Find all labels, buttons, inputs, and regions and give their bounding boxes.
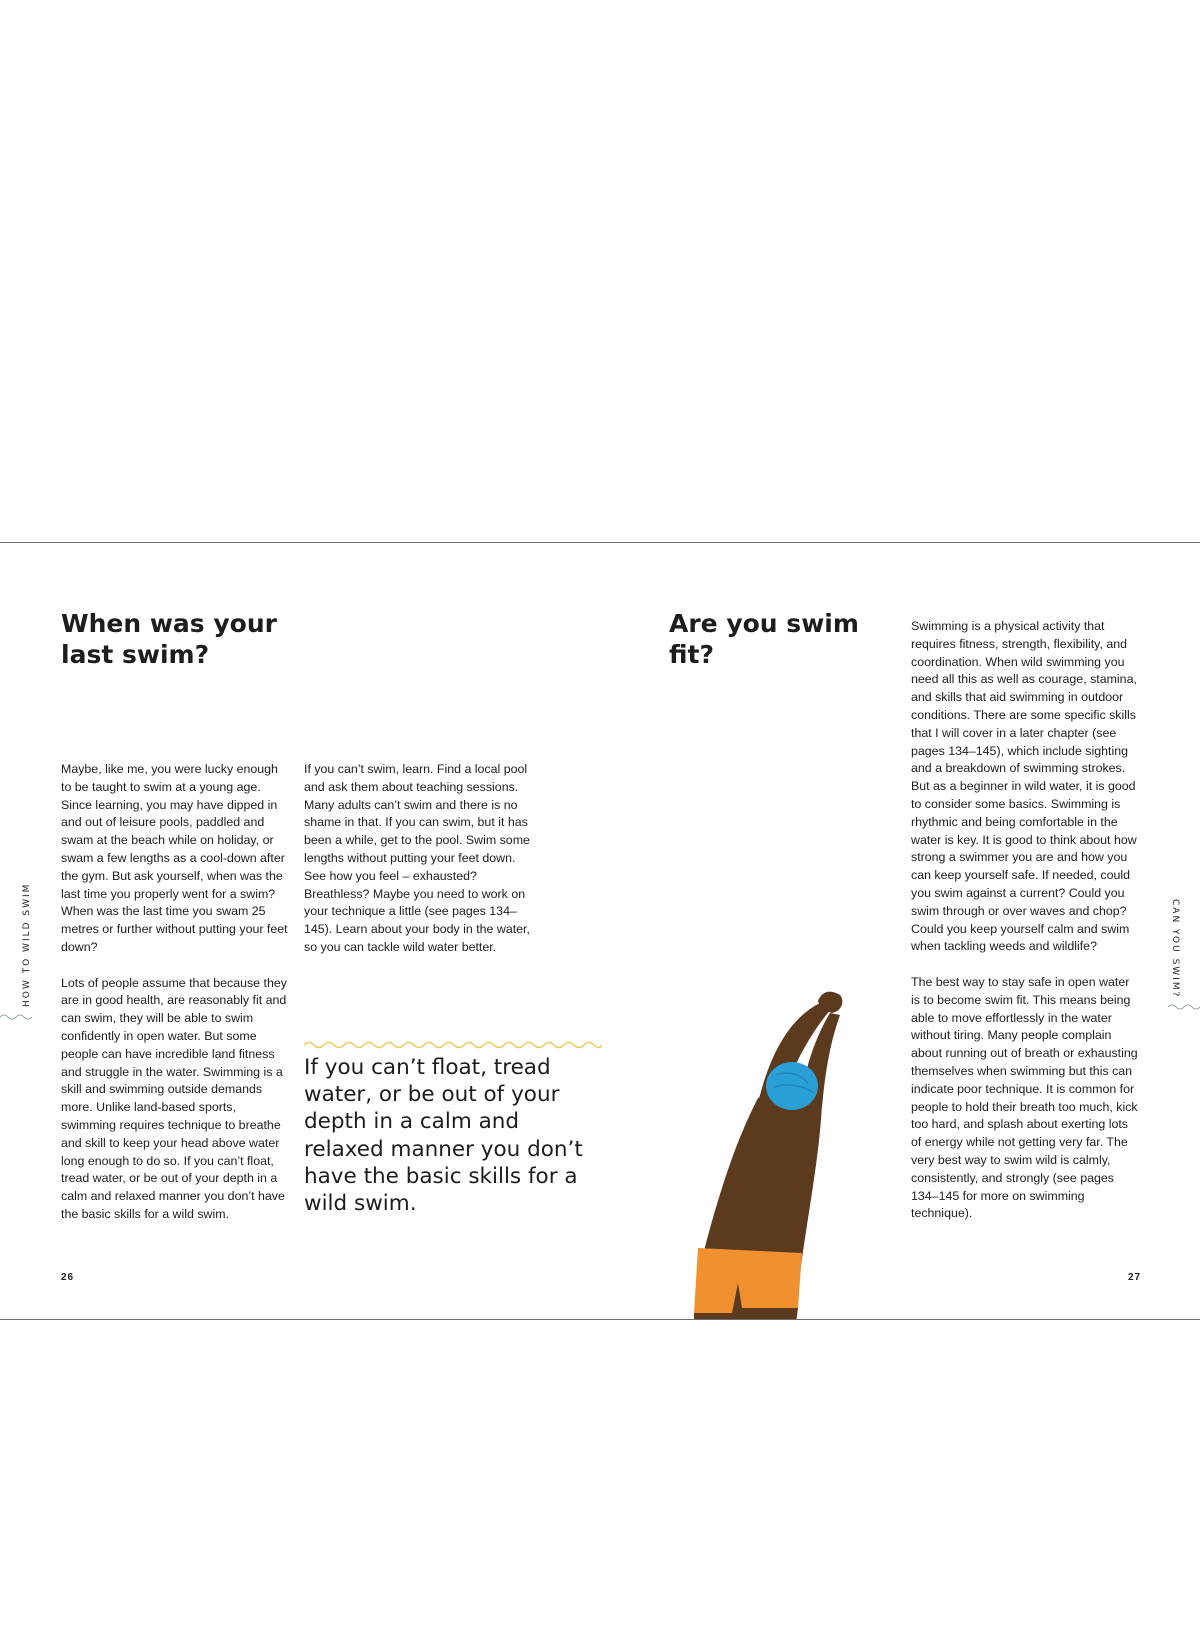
swimmer-stretching-icon: [680, 983, 870, 1320]
right-page-heading: Are you swim fit?: [669, 609, 859, 669]
paragraph: Maybe, like me, you were lucky enough to be taught to swim at a young age. Since learning, you may have dipped in and out of leisure pools, paddled and swam at the beach while on holiday, or swam a few lengths as a cool-down after the gym. But ask yourself, when was the last time you properly went for a swim? When was the last time you swam 25 metres or further without putting your feet down?: [61, 762, 288, 954]
wave-divider-icon: [304, 1040, 602, 1050]
middle-column-text: [304, 761, 534, 975]
running-head-left: HOW TO WILD SWIM: [22, 882, 32, 1007]
page-number-left: 26: [61, 1272, 75, 1283]
paragraph: If you can’t swim, learn. Find a local pool and ask them about teaching sessions. Many adults can’t swim and there is no shame in that. If you can swim, but it has been a while, get to the pool. Swim some lengths without putting your feet down. See how you feel – exhausted? Breathless? Maybe you need to work on your technique a little (see pages 134–145). Learn about your body in the water, so you can tackle wild water better.: [304, 762, 530, 954]
running-head-right: CAN YOU SWIM?: [1170, 899, 1180, 999]
paragraph: Swimming is a physical activity that requires fitness, strength, flexibility, and coordination. When wild swimming you need all this as well as courage, stamina, and skills that aid swimming in outdoor conditions. There are some specific skills that I will cover in a later chapter (see pages 134–145), which include sighting and a breakdown of swimming strokes. But as a beginner in wild water, it is good to consider some basics. Swimming is rhythmic and being comfortable in the water is key. It is good to think about how strong a swimmer you are and how you can keep yourself safe. If needed, could you swim against a current? Could you swim through or over waves and chop? Could you keep yourself calm and swim when tackling weeds and wildlife?: [911, 619, 1137, 954]
paragraph: The best way to stay safe in open water is to become swim fit. This means being able to move effortlessly in the water without tiring. Many people complain about running out of breath or exhausting themselves when swimming but this can indicate poor technique. It is common for people to hold their breath too much, kick too hard, and splash about exerting lots of energy while not getting very far. The very best way to swim wild is calmly, consistently, and strongly (see pages 134–145 for more on swimming technique).: [911, 974, 1138, 1221]
edge-wave-icon: [0, 1013, 32, 1021]
left-page-heading: When was your last swim?: [61, 609, 277, 669]
edge-wave-icon: [1168, 1003, 1200, 1011]
pull-quote: If you can’t float, tread water, or be out of your depth in a calm and relaxed manner you don’t have the basic skills for a wild swim.: [304, 1055, 583, 1217]
page-number-right: 27: [1128, 1272, 1142, 1283]
paragraph: Lots of people assume that because they are in good health, are reasonably fit and can swim, they will be able to swim confidently in open water. But some people can have incredible land fitness and struggle in the water. Swimming is a skill and swimming outside demands more. Unlike land-based sports, swimming requires technique to breathe and skill to keep your head above water long enough to do so. If you can’t float, tread water, or be out of your depth in a calm and relaxed manner you don’t have the basic skills for a wild swim.: [61, 975, 287, 1221]
left-column-text: [61, 761, 291, 1242]
book-spread: [0, 542, 1200, 1320]
right-column-text: [911, 618, 1141, 1241]
